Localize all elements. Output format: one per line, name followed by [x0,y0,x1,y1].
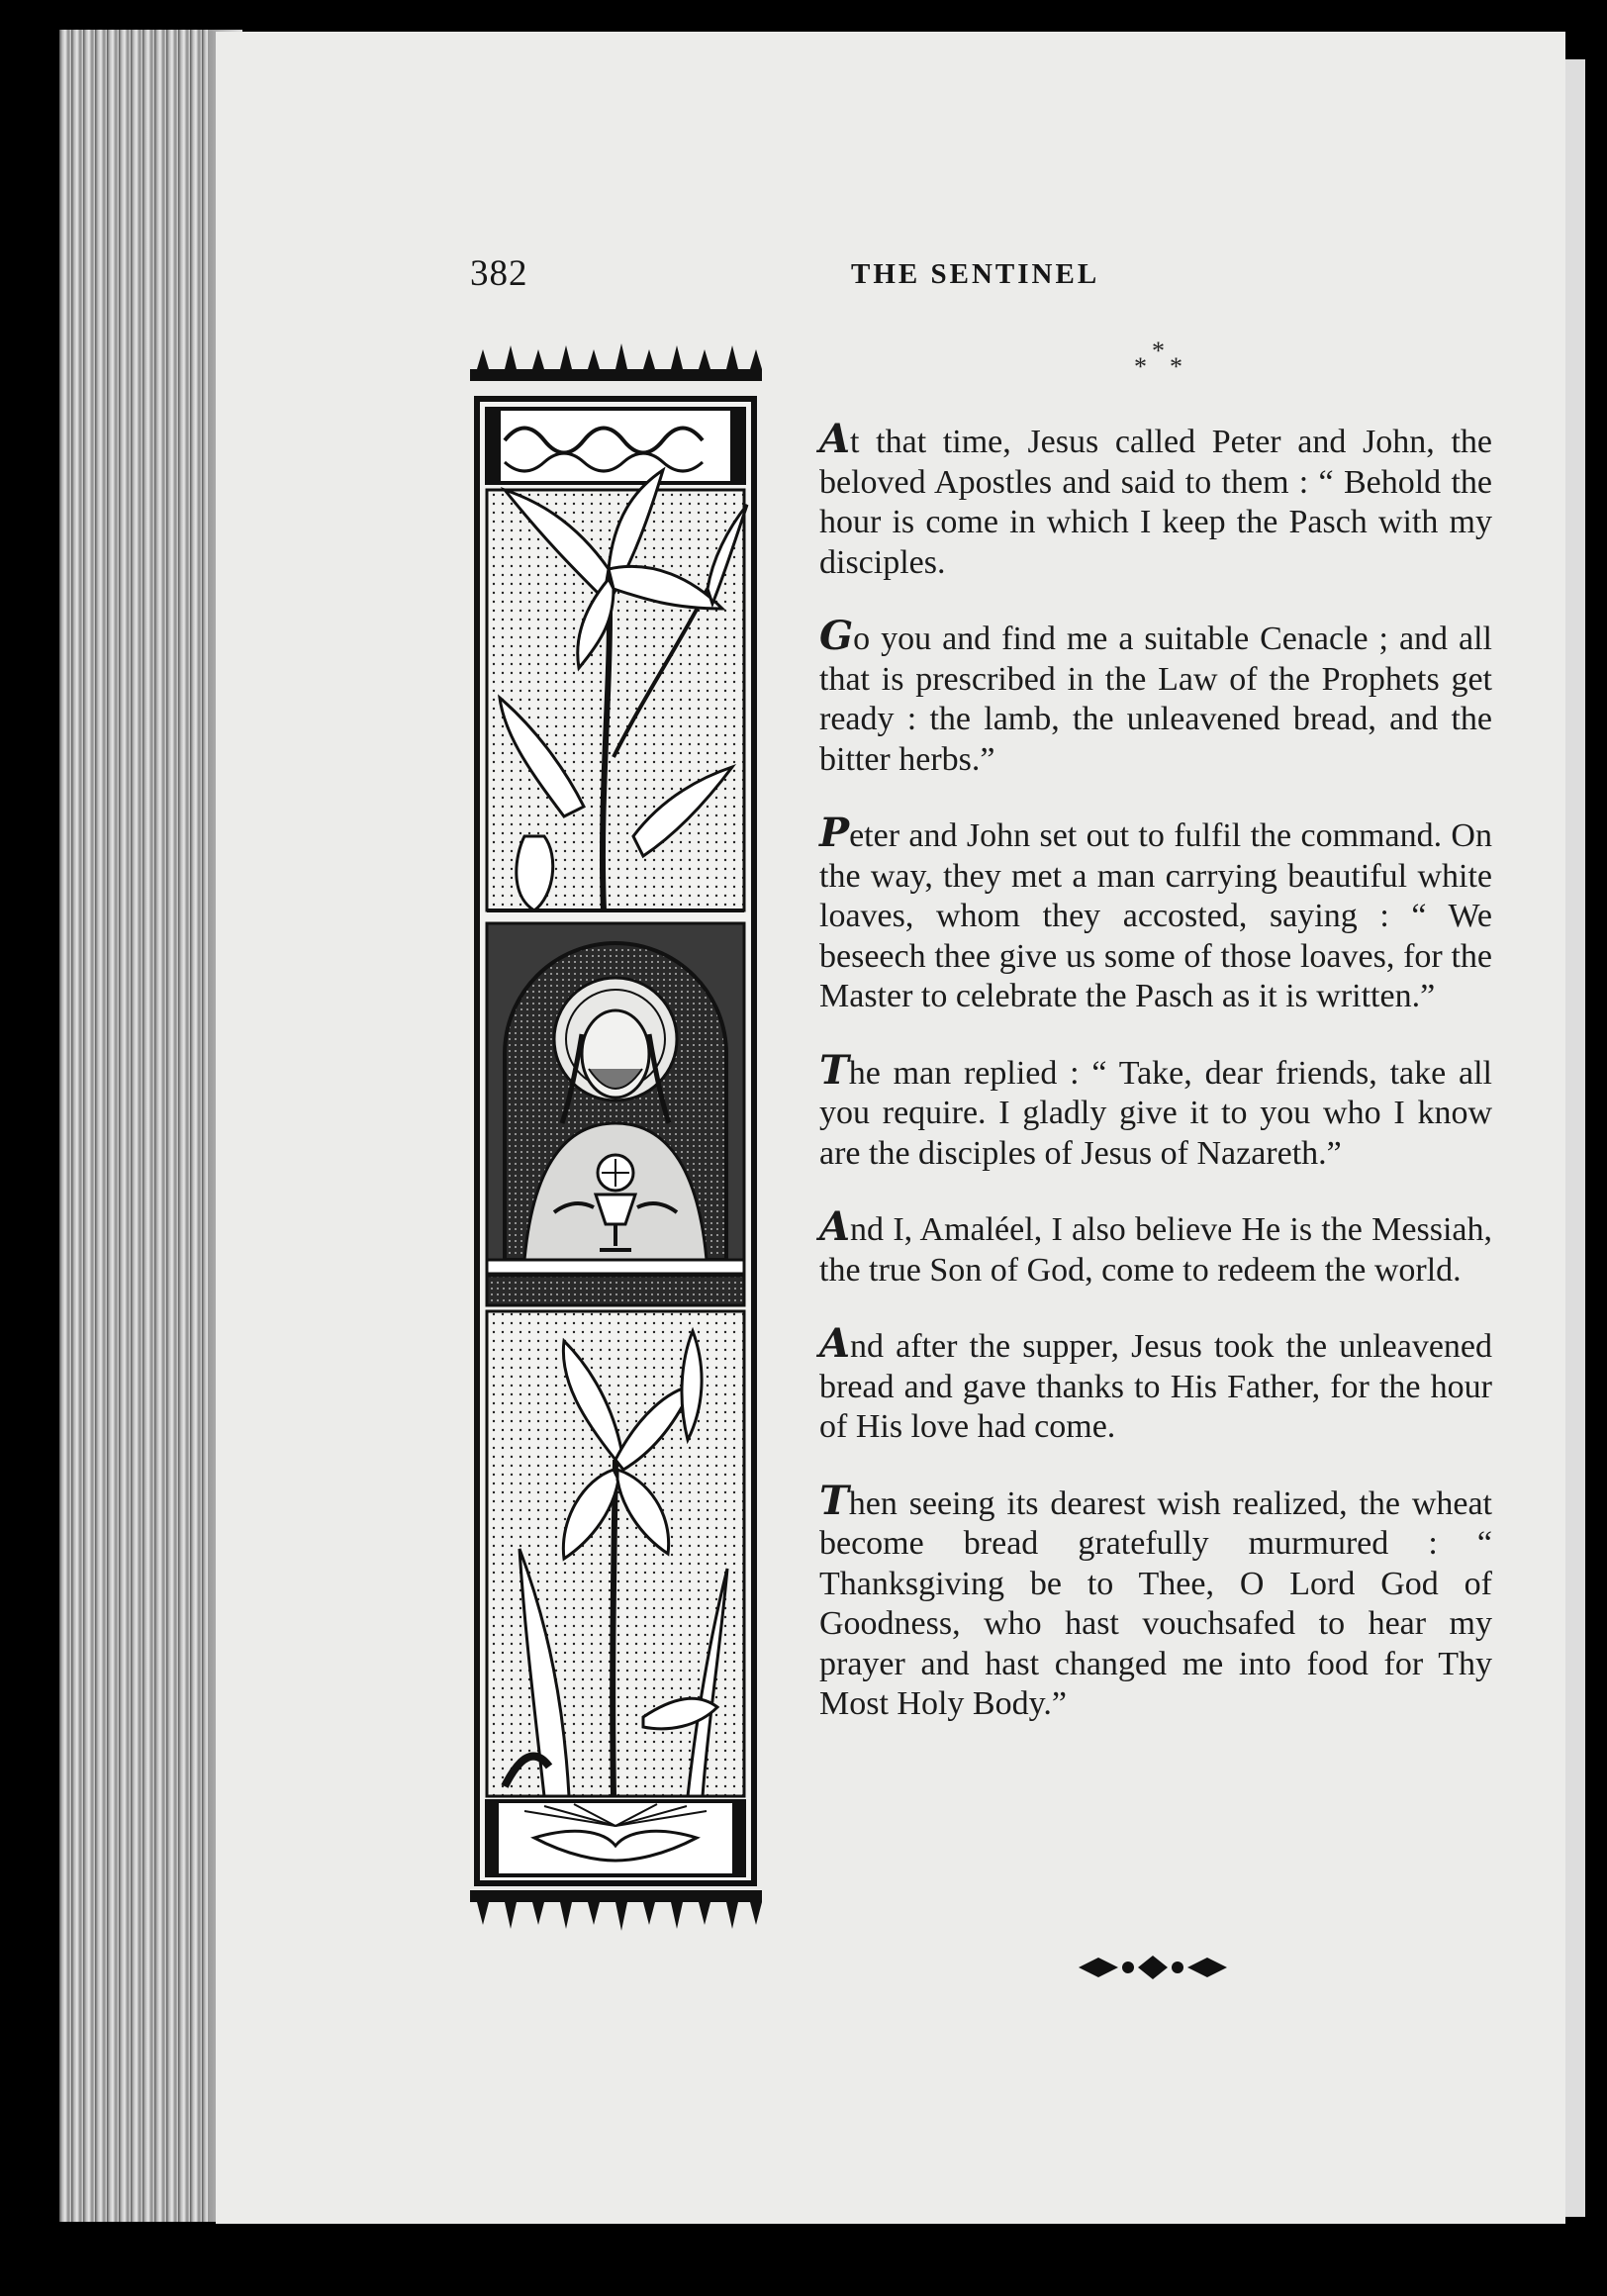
body-text [819,416,1492,1759]
paragraph: At that time, Jesus called Peter and John, the beloved Apostles and said to them : “ Behold the hour is come in which I keep the Pasch with my disciples. [819,416,1492,581]
ornamental-initial: T [819,1046,849,1094]
christ-with-chalice-panel [487,923,744,1305]
lily-panel [487,470,747,910]
ornamental-initial: A [819,416,851,462]
section-break-asterism: * * * [1134,336,1182,381]
dove-panel [487,1801,744,1875]
page-number: 382 [470,253,528,294]
running-head [470,252,1539,312]
ornamental-initial: T [819,1477,849,1524]
ornamental-initial: P [819,810,850,856]
running-title: THE SENTINEL [851,258,1100,290]
ornamental-initial: G [819,613,854,659]
ornamental-initial: A [819,1320,851,1367]
paragraph: The man replied : “ Take, dear friends, take all you require. I gladly give it to you who I know are the disciples of Jesus of Nazareth.” [819,1046,1492,1172]
closing-ornament [1074,1948,1232,1987]
facing-page-edge [1565,59,1585,2217]
top-cresting-ornament [470,343,762,381]
ornamental-initial: A [819,1203,851,1250]
iris-panel [487,1311,744,1796]
scroll-header-panel [487,409,744,483]
bottom-cresting-ornament [470,1890,762,1931]
paragraph: Peter and John set out to fulfil the command. On the way, they met a man carrying beautiful white loaves, whom they accosted, saying : “ We beseech thee give us some of those loaves, for the Master to celebrate the Pasch as it is written.” [819,810,1492,1014]
paragraph: And I, Amaléel, I also believe He is the Messiah, the true Son of God, come to redeem the world. [819,1203,1492,1289]
paragraph: And after the supper, Jesus took the unleavened bread and gave thanks to His Father, for the hour of His love had come. [819,1320,1492,1445]
decorative-illustration [465,341,767,1974]
paragraph: Then seeing its dearest wish realized, the wheat become bread gratefully murmured : “ Thanksgiving be to Thee, O Lord God of Goodness, who hast vouchsafed to hear my prayer and hast changed me into food for Thy Most Holy Body.” [819,1477,1492,1722]
paragraph: Go you and find me a suitable Cenacle ; and all that is prescribed in the Law of the Prophets get ready : the lamb, the unleavened bread, and the bitter herbs.” [819,613,1492,778]
